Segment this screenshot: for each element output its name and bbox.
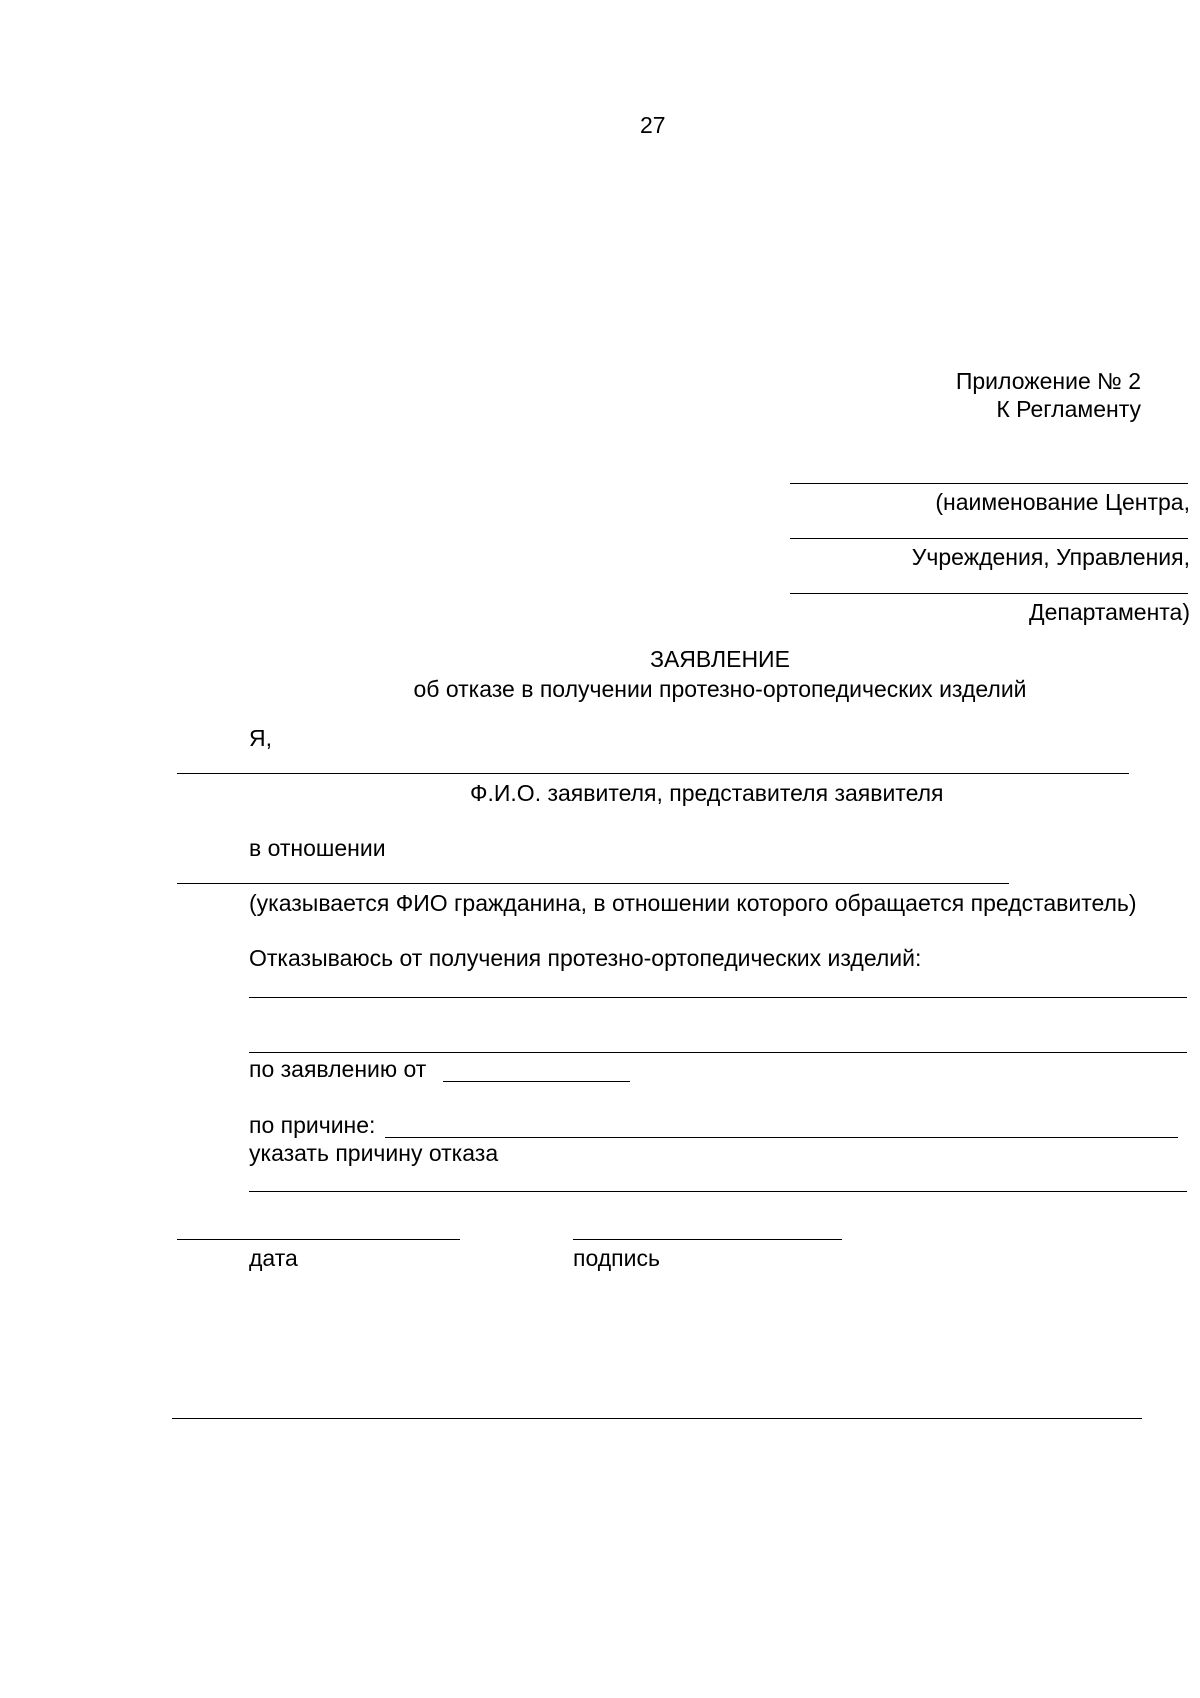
refusal-statement: Отказываюсь от получения протезно-ортопедических изделий: (249, 945, 922, 971)
reason-label: по причине: (249, 1112, 376, 1138)
application-date-line[interactable] (443, 1081, 630, 1082)
reason-caption: указать причину отказа (249, 1140, 499, 1166)
addressee-caption-2: Учреждения, Управления, (911, 544, 1190, 570)
regarding-label: в отношении (249, 835, 386, 861)
refusal-items-line-2[interactable] (249, 1052, 1187, 1053)
signature-line[interactable] (573, 1239, 842, 1240)
date-line[interactable] (177, 1239, 460, 1240)
application-date-label: по заявлению от (249, 1056, 427, 1082)
reason-line[interactable] (385, 1137, 1178, 1138)
addressee-field-line-2[interactable] (790, 538, 1188, 539)
addressee-field-line-1[interactable] (790, 483, 1188, 484)
date-caption: дата (249, 1245, 298, 1271)
applicant-name-caption: Ф.И.О. заявителя, представителя заявителя (470, 780, 944, 806)
appendix-regulation: К Регламенту (996, 396, 1141, 422)
document-subtitle: об отказе в получении протезно-ортопедических изделий (413, 676, 1027, 702)
addressee-caption-1: (наименование Центра, (935, 489, 1190, 515)
refusal-items-line-1[interactable] (249, 997, 1187, 998)
document-title: ЗАЯВЛЕНИЕ (650, 646, 790, 672)
regarding-name-line[interactable] (177, 883, 1009, 884)
addressee-caption-3: Департамента) (1029, 599, 1190, 625)
regarding-caption: (указывается ФИО гражданина, в отношении которого обращается представитель) (249, 890, 1137, 916)
applicant-prefix: Я, (249, 725, 272, 751)
reason-line-2[interactable] (249, 1191, 1187, 1192)
appendix-number: Приложение № 2 (955, 368, 1141, 394)
addressee-field-line-3[interactable] (790, 593, 1188, 594)
signature-caption: подпись (573, 1245, 660, 1271)
applicant-name-line[interactable] (177, 773, 1129, 774)
bottom-separator (172, 1418, 1142, 1419)
page-number: 27 (640, 112, 666, 138)
